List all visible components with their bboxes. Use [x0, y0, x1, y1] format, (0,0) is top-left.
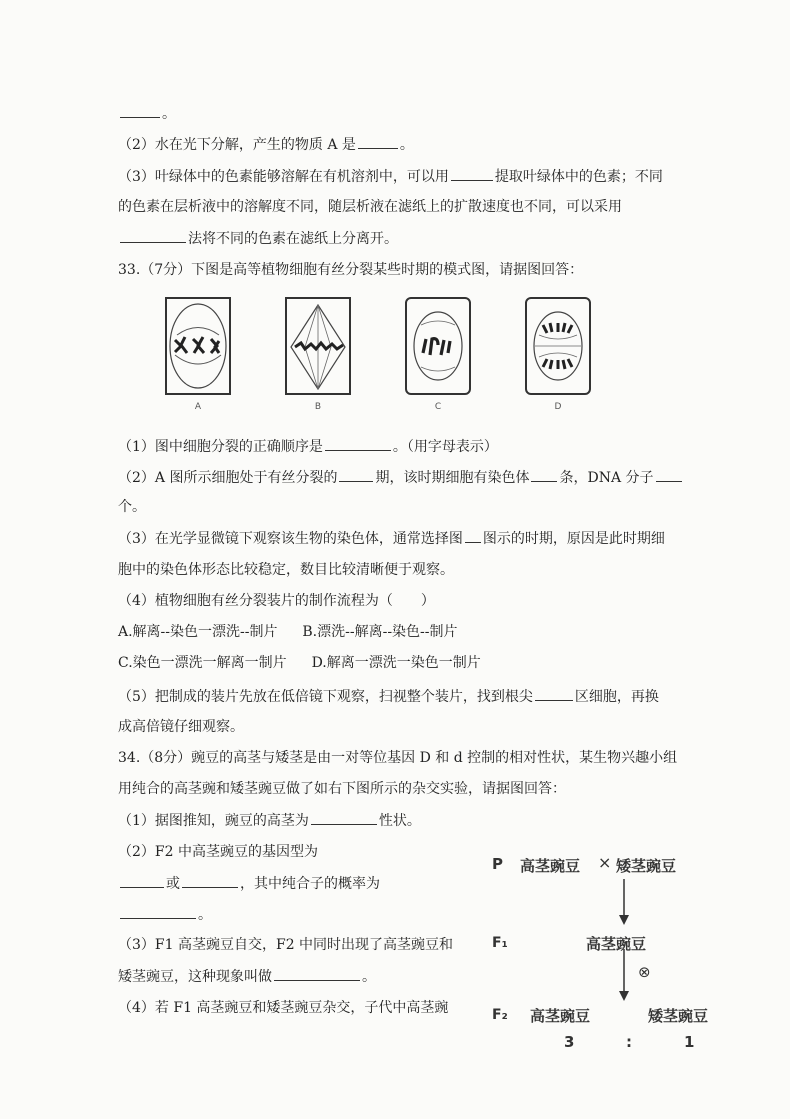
p-short-label: 矮茎豌豆 [616, 857, 677, 875]
cell-c-figure [403, 295, 473, 412]
answer-blank[interactable] [535, 686, 573, 701]
text-line: （1）据图推知，豌豆的高茎为 性状。 [118, 810, 421, 831]
answer-blank[interactable] [120, 904, 196, 919]
cell-a-figure [163, 295, 233, 412]
answer-blank[interactable] [656, 467, 682, 482]
f2-label: F₂ [492, 1007, 508, 1023]
option-a[interactable]: A.解离--染色一漂洗--制片 [118, 624, 278, 640]
text-line: （2）A 图所示细胞处于有丝分裂的 期，该时期细胞有染色体 条，DNA 分子 [118, 467, 684, 488]
question-33-heading: 33.（7分）下图是高等植物细胞有丝分裂某些时期的模式图，请据图回答： [118, 262, 584, 278]
selfing-symbol: ⊗ [638, 963, 651, 981]
text-line: （3）叶绿体中的色素能够溶解在有机溶剂中，可以用 提取叶绿体中的色素；不同 [118, 166, 663, 187]
text-line: 或 ，其中纯合子的概率为 [118, 873, 380, 894]
question-34-heading: 34.（8分）豌豆的高茎与矮茎是由一对等位基因 D 和 d 控制的相对性状，某生物兴趣小组 [118, 750, 678, 766]
text-line: （2）F2 中高茎豌豆的基因型为 [118, 844, 318, 860]
ratio-tall: 3 [564, 1033, 575, 1051]
mitosis-figure [155, 295, 615, 420]
text-line: （1）图中细胞分裂的正确顺序是 。（用字母表示） [118, 436, 498, 457]
text-line: （5）把制成的装片先放在低倍镜下观察，扫视整个装片，找到根尖 区细胞，再换 [118, 686, 659, 707]
text-line: （4）若 F1 高茎豌豆和矮茎豌豆杂交，子代中高茎豌 [118, 1000, 449, 1016]
answer-blank[interactable] [120, 228, 186, 243]
answer-blank[interactable] [311, 810, 377, 825]
option-row [118, 622, 458, 642]
ratio-short: 1 [684, 1033, 695, 1051]
p-tall-label: 高茎豌豆 [520, 857, 581, 875]
cell-label: A [194, 402, 202, 412]
text-line: 的色素在层析液中的溶解度不同，随层析液在滤纸上的扩散速度也不同，可以采用 [118, 199, 622, 215]
text-line: 成高倍镜仔细观察。 [118, 719, 244, 735]
text-line: 。 [118, 103, 176, 124]
f1-tall-label: 高茎豌豆 [586, 935, 647, 953]
p-label: P [492, 855, 503, 873]
answer-blank[interactable] [325, 436, 391, 451]
cross-diagram [488, 845, 728, 1085]
option-b[interactable]: B.漂洗--解离--染色--制片 [302, 624, 458, 640]
text-line: 。 [118, 904, 212, 925]
answer-blank[interactable] [358, 134, 398, 149]
answer-blank[interactable] [120, 873, 164, 888]
text-line: （2）水在光下分解，产生的物质 A 是 。 [118, 134, 414, 155]
cell-label: B [314, 402, 322, 412]
answer-blank[interactable] [182, 873, 238, 888]
answer-blank[interactable] [120, 103, 160, 118]
option-c[interactable]: C.染色一漂洗一解离一制片 [118, 655, 287, 671]
option-row [118, 653, 481, 673]
f2-tall-label: 高茎豌豆 [530, 1007, 591, 1025]
answer-blank[interactable] [465, 528, 481, 543]
text-line: 胞中的染色体形态比较稳定，数目比较清晰便于观察。 [118, 562, 454, 578]
text-line: 矮茎豌豆，这种现象叫做 。 [118, 966, 376, 987]
text-line: 用纯合的高茎豌和矮茎豌豆做了如右下图所示的杂交实验，请据图回答： [118, 781, 566, 797]
cell-d-figure [523, 295, 593, 412]
text-line: （3）F1 高茎豌豆自交，F2 中同时出现了高茎豌豆和 [118, 937, 454, 953]
text-line: （3）在光学显微镜下观察该生物的染色体，通常选择图 图示的时期，原因是此时期细 [118, 528, 665, 549]
cross-symbol: × [598, 853, 612, 872]
ratio-separator: : [626, 1033, 632, 1051]
f1-label: F₁ [492, 935, 508, 951]
f2-short-label: 矮茎豌豆 [648, 1007, 709, 1025]
cell-label: D [554, 402, 562, 412]
cell-b-figure [283, 295, 353, 412]
text-line: 个。 [118, 499, 146, 515]
cell-label: C [434, 402, 442, 412]
option-d[interactable]: D.解离一漂洗一染色一制片 [311, 655, 481, 671]
text-line: 法将不同的色素在滤纸上分离开。 [118, 228, 398, 249]
answer-blank[interactable] [451, 166, 493, 181]
answer-blank[interactable] [274, 966, 360, 981]
answer-blank[interactable] [531, 467, 557, 482]
answer-blank[interactable] [339, 467, 373, 482]
text-line: （4）植物细胞有丝分裂装片的制作流程为（ ） [118, 593, 435, 609]
